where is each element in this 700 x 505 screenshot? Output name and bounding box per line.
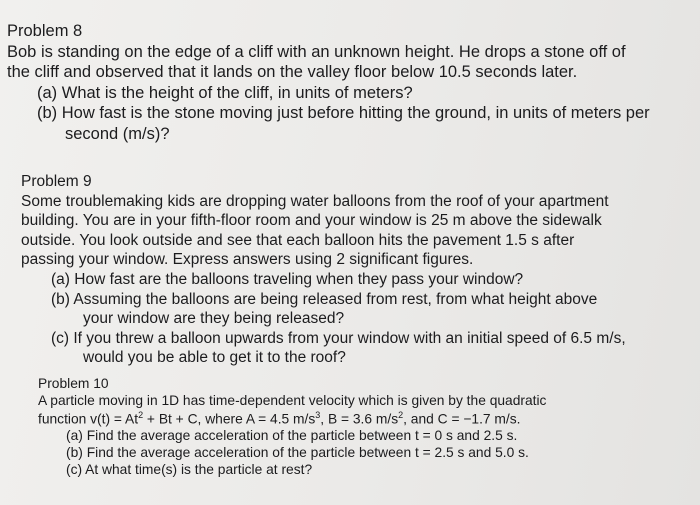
problem-9-part-b: (b) Assuming the balloons are being released from rest, from what height above — [51, 290, 598, 308]
problem-8-part-b-cont: second (m/s)? — [65, 124, 170, 143]
problem-8-text-line-2: the cliff and observed that it lands on the valley floor below 10.5 seconds later. — [7, 63, 578, 81]
problem-9 — [21, 174, 626, 370]
constant-b-text: , B = 3.6 m/s — [320, 411, 399, 427]
problem-8-part-b: (b) How fast is the stone moving just before hitting the ground, in units of meters per — [37, 104, 650, 122]
problem-10-text-line-1: A particle moving in 1D has time-dependent velocity which is given by the quadratic — [38, 393, 547, 409]
problem-10-text-line-2 — [38, 411, 546, 428]
problem-10-part-c: (c) At what time(s) is the particle at rest? — [66, 461, 313, 477]
problem-9-text-line-3: outside. You look outside and see that each balloon hits the pavement 1.5 s after — [21, 231, 575, 249]
problem-8-part-a: (a) What is the height of the cliff, in units of meters? — [37, 83, 413, 102]
problem-9-title: Problem 9 — [21, 173, 92, 190]
problem-9-text-line-2: building. You are in your fifth-floor room and your window is 25 m above the sidewalk — [21, 212, 602, 230]
problem-8-title: Problem 8 — [7, 22, 83, 40]
problem-9-part-a: (a) How fast are the balloons traveling when they pass your window? — [51, 270, 524, 288]
problem-9-part-c: (c) If you threw a balloon upwards from your window with an initial speed of 6.5 m/s, — [51, 329, 626, 347]
exponent-3: 3 — [315, 410, 321, 421]
problem-9-text-line-4: passing your window. Express answers using 2 significant figures. — [21, 251, 474, 269]
problem-9-part-b-cont: your window are they being released? — [83, 310, 345, 328]
exponent-2b: 2 — [398, 410, 404, 421]
problem-10-part-b: (b) Find the average acceleration of the particle between t = 2.5 s and 5.0 s. — [66, 444, 529, 460]
problem-10 — [38, 377, 546, 480]
problem-10-part-a: (a) Find the average acceleration of the particle between t = 0 s and 2.5 s. — [66, 427, 518, 443]
constant-a-text: + Bt + C, where A = 4.5 m/s — [143, 411, 316, 427]
problem-8 — [7, 23, 650, 146]
constant-c-text: , and C = −1.7 m/s. — [403, 411, 521, 427]
problem-8-text-line-1: Bob is standing on the edge of a cliff with an unknown height. He drops a stone off of — [7, 42, 626, 61]
problem-9-part-c-cont: would you be able to get it to the roof? — [83, 349, 346, 367]
problem-9-text-line-1: Some troublemaking kids are dropping water balloons from the roof of your apartment — [21, 192, 609, 210]
exponent-2: 2 — [138, 410, 144, 421]
function-text: function v(t) = At — [38, 411, 139, 427]
problem-10-title: Problem 10 — [38, 376, 109, 391]
